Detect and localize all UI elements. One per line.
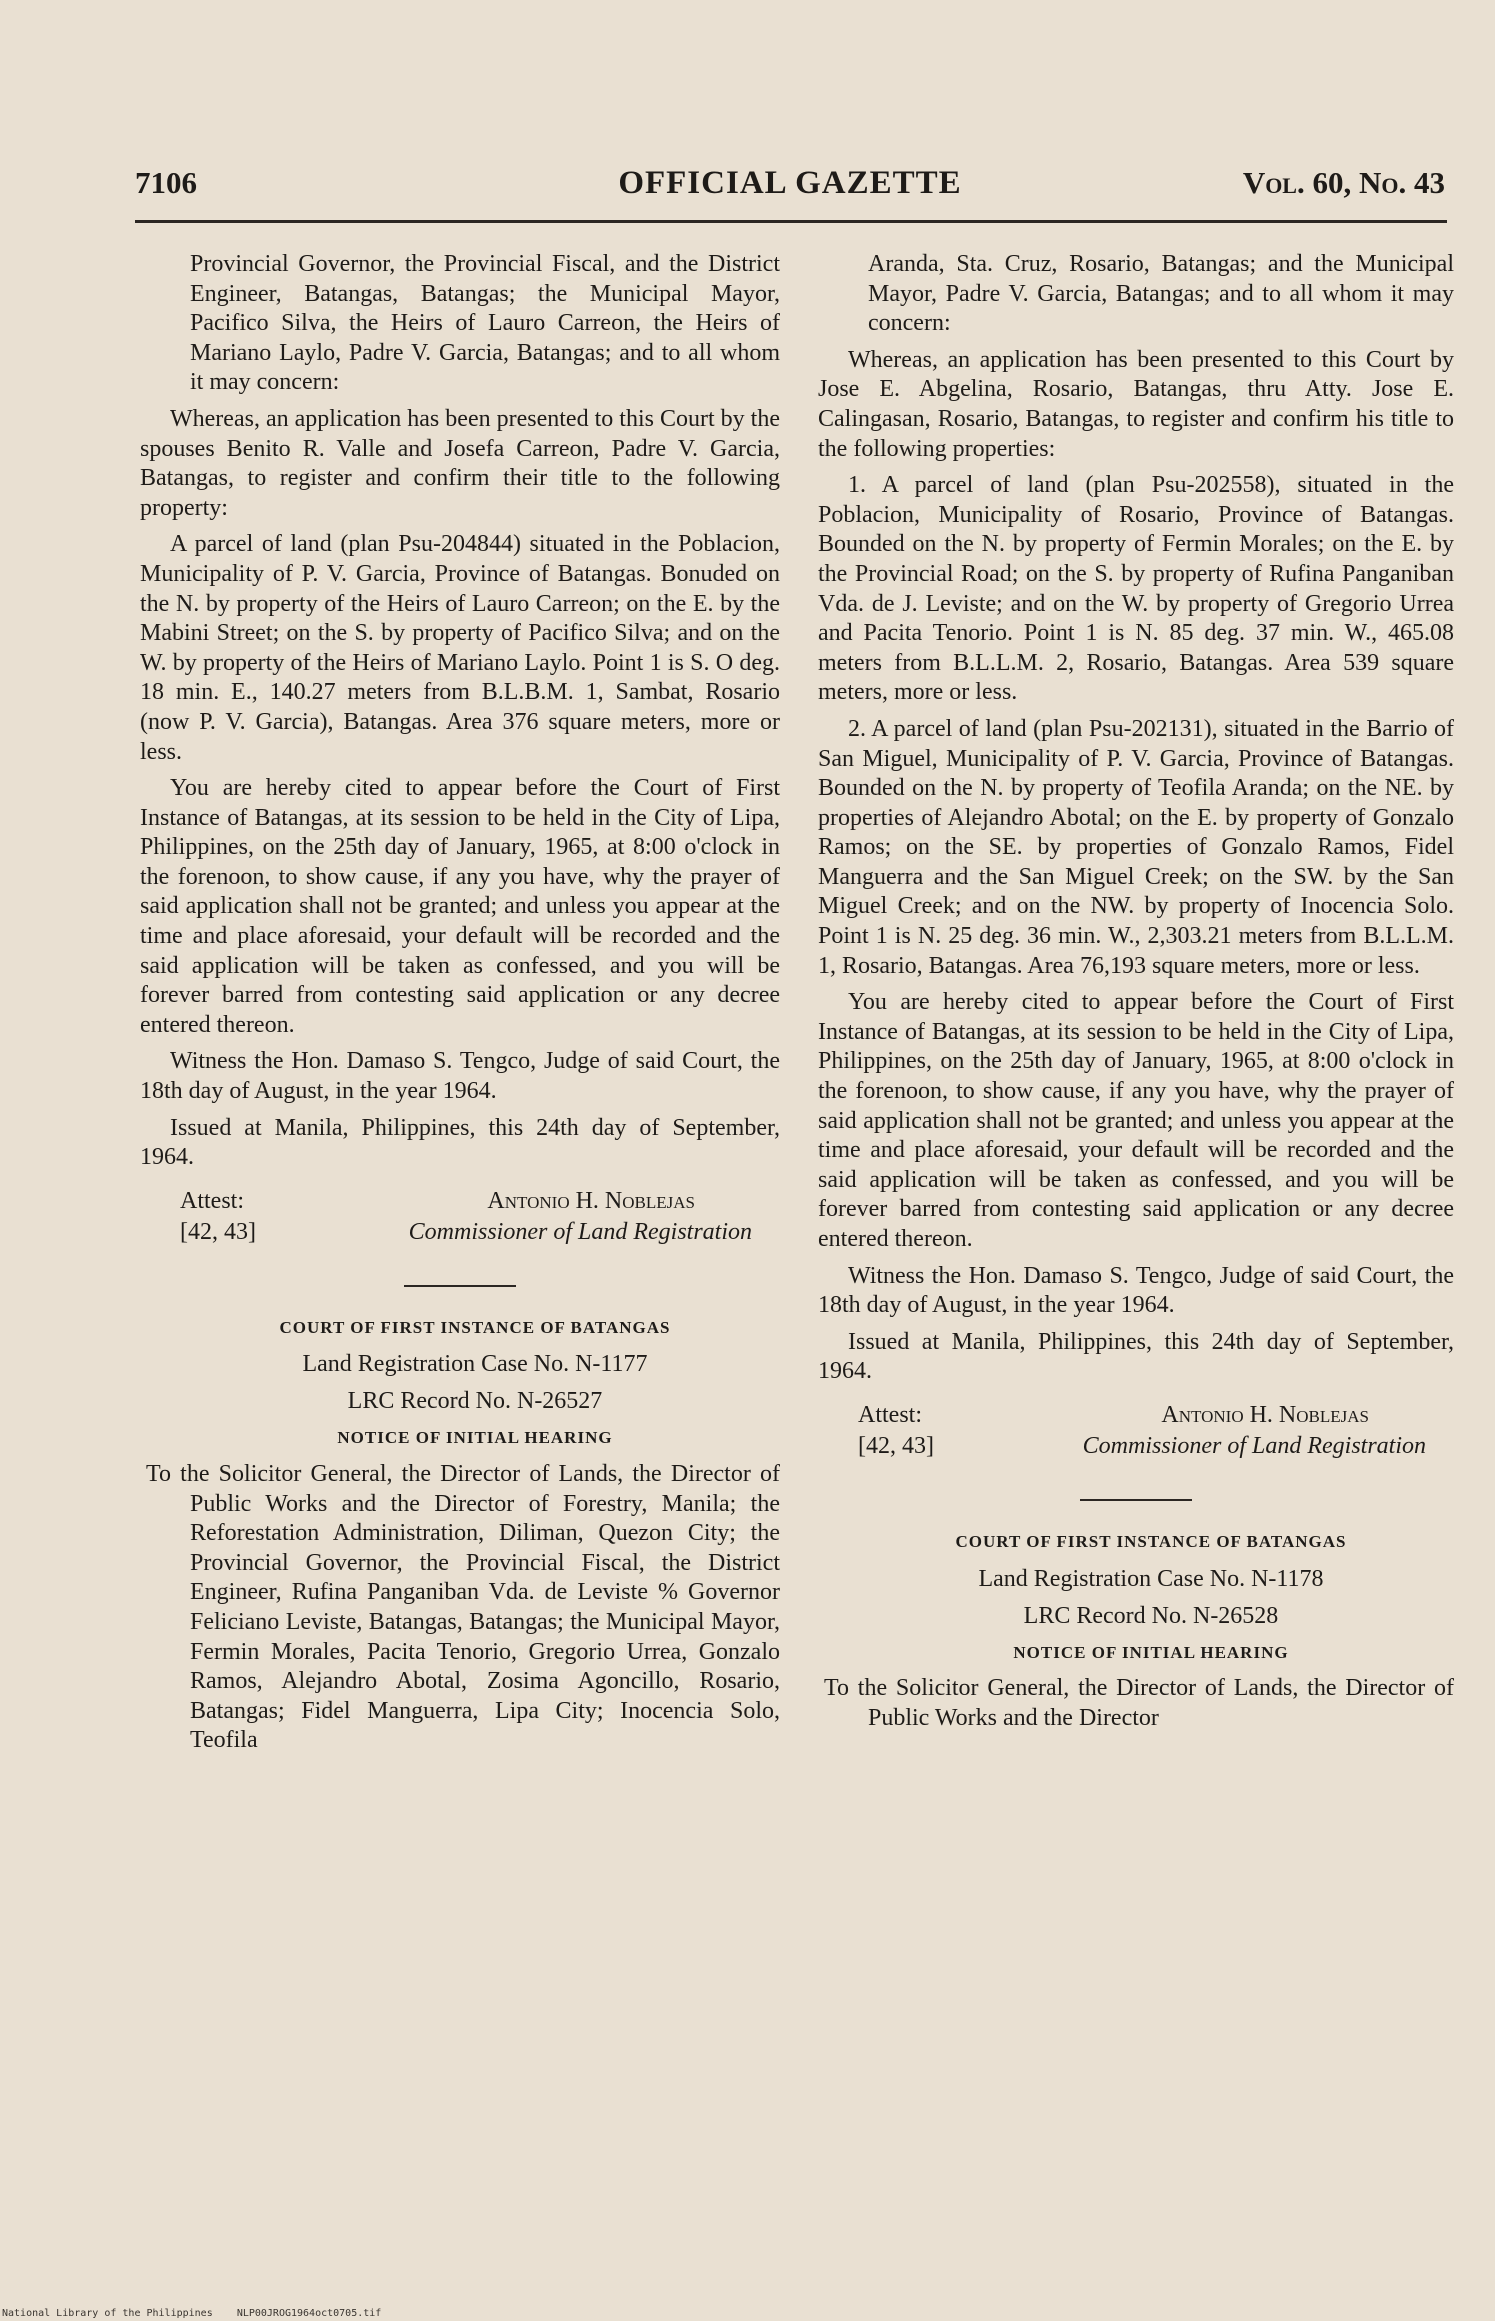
right-column — [818, 250, 1454, 1733]
witness-paragraph: Witness the Hon. Damaso S. Tengco, Judge of said Court, the 18th day of August, in the year 1964. — [140, 1048, 780, 1105]
attestation-block — [140, 1187, 780, 1249]
library-credit: National Library of the Philippines — [2, 2308, 213, 2319]
attestation-block — [818, 1401, 1454, 1463]
section-divider — [404, 1285, 516, 1287]
left-column — [140, 250, 780, 1756]
attest-label: Attest: — [180, 1187, 244, 1214]
parcel-description-2: 2. A parcel of land (plan Psu-202131), situated in the Barrio of San Miguel, Municipality of P. V. Garcia, Province of Batangas. Bounded on the N. by property of Teofila Aranda; on the NE. by properties of Alejandro Abotal; on the E. by property of Gonzalo Ramos; on the SE. by properties of Gonzalo Ramos, Fidel Manguerra and the San Miguel Creek; on the SW. by the San Miguel Creek; and on the NW. by property of Inocencia Solo. Point 1 is N. 25 deg. 36 min. W., 2,303.21 meters from B.L.L.M. 1, Rosario, Batangas. Area 76,193 square meters, more or less. — [818, 715, 1454, 979]
witness-paragraph: Witness the Hon. Damaso S. Tengco, Judge of said Court, the 18th day of August, in the year 1964. — [818, 1262, 1454, 1319]
attest-signatory-title: Commissioner of Land Registration — [408, 1218, 752, 1245]
volume-issue: Vol. 60, No. 43 — [1242, 165, 1445, 200]
citation-paragraph: You are hereby cited to appear before the Court of First Instance of Batangas, at its session to be held in the City of Lipa, Philippines, on the 25th day of January, 1965, at 8:00 o'clock in the forenoon, to show cause, if any you have, why the prayer of said application shall not be granted; and unless you appear at the time and place aforesaid, your default will be recorded and the said application will be taken as confessed, and you will be forever barred from contesting said application or any decree entered thereon. — [818, 989, 1454, 1252]
scan-filename: NLP00JROG1964oct0705.tif — [236, 2308, 382, 2319]
whereas-paragraph: Whereas, an application has been presented to this Court by the spouses Benito R. Valle and Josefa Carreon, Padre V. Garcia, Batangas, to register and confirm their title to the following property: — [140, 405, 780, 521]
parcel-description: A parcel of land (plan Psu-204844) situated in the Poblacion, Municipality of P. V. Garcia, Province of Batangas. Bonuded on the N. by property of the Heirs of Lauro Carreon; on the E. by the Mabini Street; on the S. by property of Pacifico Silva; and on the W. by property of the Heirs of Mariano Laylo. Point 1 is S. O deg. 18 min. E., 140.27 meters from B.L.B.M. 1, Sambat, Rosario (now P. V. Garcia), Batangas. Area 376 square meters, more or less. — [140, 531, 780, 765]
citation-paragraph: You are hereby cited to appear before the Court of First Instance of Batangas, at its session to be held in the City of Lipa, Philippines, on the 25th day of January, 1965, at 8:00 o'clock in the forenoon, to show cause, if any you have, why the prayer of said application shall not be granted; and unless you appear at the time and place aforesaid, your default will be recorded and the said application will be taken as confessed, and you will be forever barred from contesting said application or any decree entered thereon. — [140, 775, 780, 1038]
issue-reference: [42, 43] — [180, 1218, 256, 1245]
parcel-description-1: 1. A parcel of land (plan Psu-202558), situated in the Poblacion, Municipality of Rosario, Province of Batangas. Bounded on the N. by property of Fermin Morales; on the E. by the Provincial Road; on the S. by property of Rufina Panganiban Vda. de J. Leviste; and on the W. by property of Gregorio Urrea and Pacita Tenorio. Point 1 is N. 85 deg. 37 min. W., 465.08 meters from B.L.L.M. 2, Rosario, Batangas. Area 539 square meters, more or less. — [818, 472, 1454, 706]
court-heading: COURT OF FIRST INSTANCE OF BATANGAS — [955, 1531, 1347, 1551]
attest-signatory-title: Commissioner of Land Registration — [1082, 1432, 1426, 1459]
page-number: 7106 — [135, 165, 197, 200]
notice-heading: NOTICE OF INITIAL HEARING — [337, 1428, 613, 1448]
issued-paragraph: Issued at Manila, Philippines, this 24th day of September, 1964. — [818, 1328, 1454, 1385]
case-number: Land Registration Case No. N-1177 — [302, 1351, 648, 1378]
record-number: LRC Record No. N-26528 — [1023, 1602, 1279, 1629]
section-divider — [1080, 1499, 1192, 1501]
issued-paragraph: Issued at Manila, Philippines, this 24th day of September, 1964. — [140, 1114, 780, 1171]
attest-signatory: Antonio H. Noblejas — [487, 1187, 695, 1214]
running-head — [135, 165, 1445, 213]
issue-reference: [42, 43] — [858, 1432, 934, 1459]
notice-addressees: To the Solicitor General, the Director of Lands, the Director of Public Works and the Director of Forestry, Manila; the Reforestation Administration, Diliman, Quezon City; the Provincial Governor, the Provincial Fiscal, the District Engineer, Rufina Panganiban Vda. de Leviste % Governor Feliciano Leviste, Batangas, Batangas; the Municipal Mayor, Fermin Morales, Pacita Tenorio, Gregorio Urrea, Gonzalo Ramos, Alejandro Abotal, Zosima Agoncillo, Rosario, Batangas; Fidel Manguerra, Lipa City; Inocencia Solo, Teofila — [146, 1461, 780, 1754]
court-heading: COURT OF FIRST INSTANCE OF BATANGAS — [279, 1317, 671, 1337]
publication-title: OFFICIAL GAZETTE — [618, 165, 962, 201]
attest-signatory: Antonio H. Noblejas — [1161, 1401, 1369, 1428]
record-number: LRC Record No. N-26527 — [347, 1388, 603, 1415]
addressees-paragraph: Aranda, Sta. Cruz, Rosario, Batangas; and the Municipal Mayor, Padre V. Garcia, Batangas; and to all whom it may concern: — [868, 251, 1454, 337]
scan-footer — [2, 2308, 381, 2319]
notice-heading: NOTICE OF INITIAL HEARING — [1013, 1642, 1289, 1662]
whereas-paragraph: Whereas, an application has been presented to this Court by Jose E. Abgelina, Rosario, Batangas, thru Atty. Jose E. Calingasan, Rosario, Batangas, to register and confirm his title to the following properties: — [818, 346, 1454, 462]
attest-label: Attest: — [858, 1401, 922, 1428]
addressees-paragraph: Provincial Governor, the Provincial Fiscal, and the District Engineer, Batangas, Batangas; the Municipal Mayor, Pacifico Silva, the Heirs of Lauro Carreon, the Heirs of Mariano Laylo, Padre V. Garcia, Batangas; and to all whom it may concern: — [190, 251, 780, 396]
notice-addressees: To the Solicitor General, the Director of Lands, the Director of Public Works and the Director — [824, 1675, 1454, 1731]
header-rule — [135, 220, 1447, 223]
case-number: Land Registration Case No. N-1178 — [978, 1565, 1324, 1592]
